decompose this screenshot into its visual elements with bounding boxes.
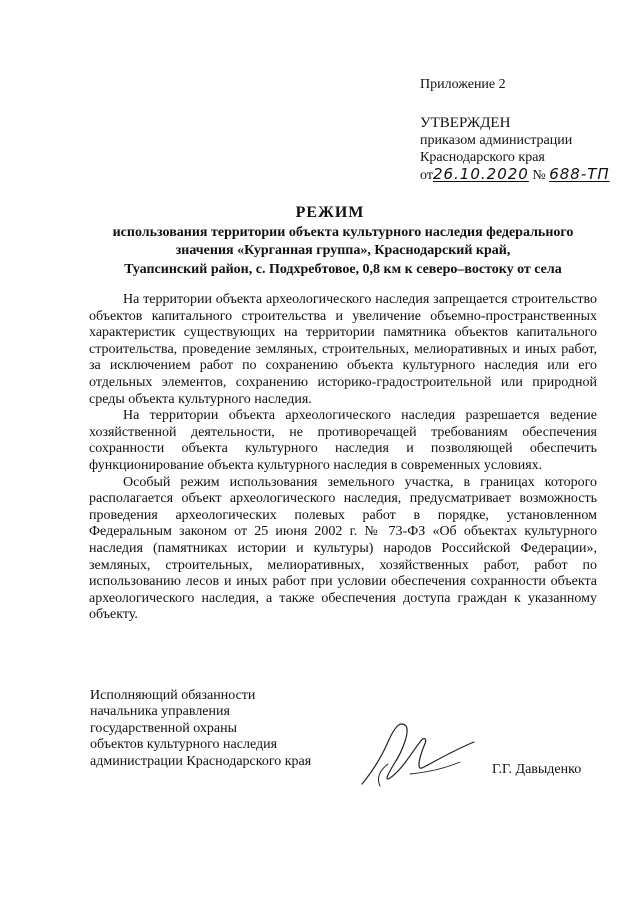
date-prefix: от bbox=[420, 168, 433, 183]
subtitle-line-3: Туапсинский район, с. Подхребтовое, 0,8 км к северо–востоку от села bbox=[124, 261, 562, 277]
position-line-1: Исполняющий обязанности bbox=[90, 688, 256, 703]
appendix-label: Приложение 2 bbox=[420, 77, 506, 92]
approval-block bbox=[420, 76, 620, 184]
approved-label: УТВЕРЖДЕН bbox=[420, 115, 511, 131]
subtitle-line-2: значения «Курганная группа», Краснодарский край, bbox=[175, 243, 511, 259]
approval-line-1: приказом администрации bbox=[420, 133, 573, 148]
signatory-name: Г.Г. Давыденко bbox=[492, 762, 582, 777]
title-heading: РЕЖИМ bbox=[295, 204, 365, 221]
paragraph-3: Особый режим использования земельного участка, в границах которого располагается объект археологического наследия, предусматривает возможность проведения археологических полевых работ в порядке, установленном Федеральным законом от 25 июня 2002 г. № 73-ФЗ «Об объектах культурного наследия (памятниках истории и культуры) народов Российской Федерации», земляных, строительных, мелиоративных, хозяйственных работ, работ по использованию лесов и иных работ при условии обеспечения сохранности объекта археологического наследия, а также обеспечения доступа граждан к указанному объекту. bbox=[89, 474, 597, 623]
position-line-3: государственной охраны bbox=[90, 720, 238, 736]
paragraph-1: На территории объекта археологического наследия запрещается строительство объектов капитального строительства и увеличение объемно-пространственных характеристик существующих на территории памятника объектов капитального строительства, проведение земляных, строительных, мелиоративных и иных работ, за исключением работ по сохранению объекта культурного наследия или его отдельных элементов, сохранению историко-градостроительной или природной среды объекта культурного наследия. bbox=[89, 292, 597, 407]
approval-date-line bbox=[420, 166, 620, 184]
handwritten-signature-icon bbox=[350, 712, 480, 792]
number-prefix: № bbox=[532, 168, 546, 183]
position-line-4: объектов культурного наследия bbox=[90, 737, 278, 753]
handwritten-date: 26.10.2020 bbox=[432, 165, 529, 183]
document-subtitle bbox=[88, 224, 598, 279]
approval-line-2: Краснодарского края bbox=[420, 150, 545, 165]
handwritten-number: 688-ТП bbox=[549, 165, 610, 183]
document-title bbox=[80, 204, 580, 222]
paragraph-2: На территории объекта археологического наследия разрешается ведение хозяйственной деятельности, не противоречащей требованиям обеспечения сохранности объекта культурного наследия и позволяющей обеспечить функционирование объекта культурного наследия в современных условиях. bbox=[89, 408, 597, 473]
position-line-2: начальника управления bbox=[90, 704, 230, 720]
subtitle-line-1: использования территории объекта культурного наследия федерального bbox=[112, 225, 574, 240]
signatory-position bbox=[90, 688, 350, 770]
document-body bbox=[89, 292, 597, 624]
position-line-5: администрации Краснодарского края bbox=[90, 753, 312, 769]
